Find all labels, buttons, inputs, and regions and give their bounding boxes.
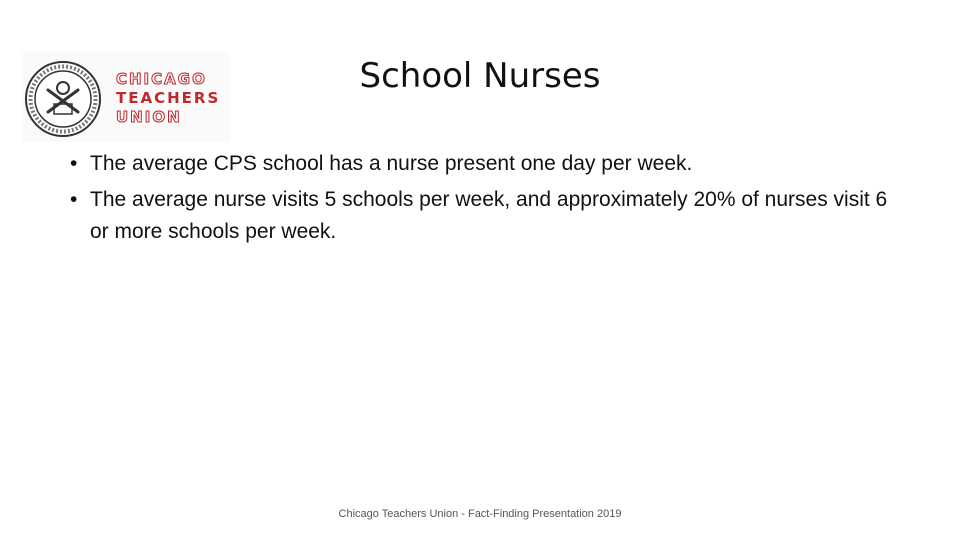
- wordmark-line-chicago: CHICAGO: [116, 70, 207, 88]
- bullet-item: [70, 184, 900, 248]
- bullet-list: [70, 148, 900, 252]
- bullet-item: [70, 148, 900, 180]
- union-logo: [22, 52, 230, 142]
- union-wordmark: [116, 70, 230, 127]
- wordmark-line-union: UNION: [116, 108, 182, 126]
- bullet-text: The average nurse visits 5 schools per week, and approximately 20% of nurses visit 6 or more schools per week.: [90, 188, 888, 243]
- slide-footer: Chicago Teachers Union - Fact-Finding Presentation 2019: [338, 508, 622, 520]
- union-seal-icon: [24, 60, 102, 138]
- bullet-text: The average CPS school has a nurse present one day per week.: [90, 152, 693, 175]
- wordmark-line-teachers: TEACHERS: [116, 89, 221, 107]
- bullet-marker: •: [70, 188, 78, 211]
- bullet-marker: •: [70, 152, 78, 175]
- slide-title: School Nurses: [359, 56, 601, 96]
